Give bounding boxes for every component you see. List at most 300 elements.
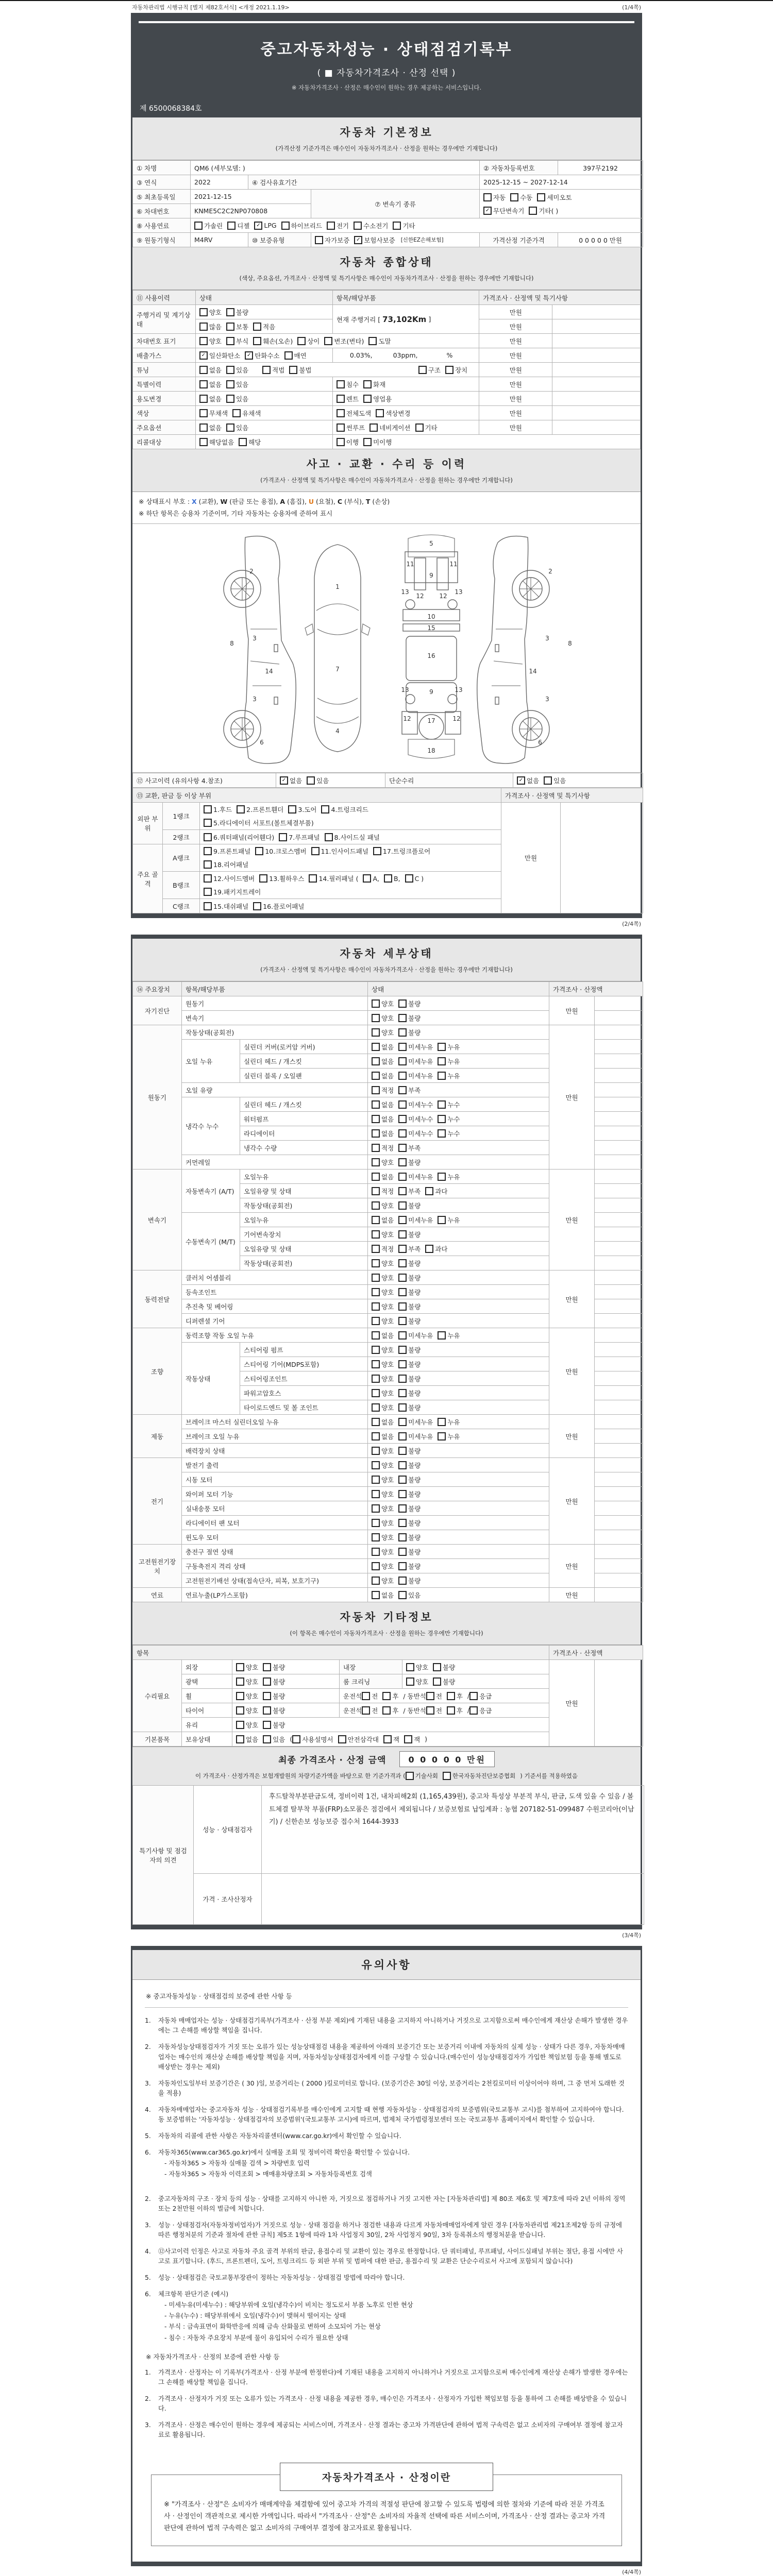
page-marker-3: (3/4쪽): [622, 1932, 641, 1939]
checkbox-item: [537, 193, 572, 202]
checkbox[interactable]: [510, 193, 518, 201]
checkbox-item: [236, 1677, 258, 1686]
label-cell: B랭크: [163, 872, 200, 899]
checkbox[interactable]: [406, 1772, 414, 1780]
checkbox-label: 불량: [408, 1504, 421, 1513]
checkbox[interactable]: [398, 1403, 407, 1412]
checkbox[interactable]: [398, 1259, 407, 1267]
checkbox[interactable]: [398, 1115, 407, 1123]
checkbox[interactable]: [372, 1230, 380, 1239]
checkbox[interactable]: [398, 1533, 407, 1541]
checkbox[interactable]: [199, 337, 208, 345]
checkbox[interactable]: [372, 1533, 380, 1541]
checkbox[interactable]: [398, 1028, 407, 1037]
checkbox[interactable]: [372, 1432, 380, 1440]
label-cell: ① 차명: [133, 161, 191, 175]
checkbox[interactable]: [373, 847, 381, 855]
checkbox[interactable]: [372, 1375, 380, 1383]
checkbox[interactable]: [398, 1317, 407, 1325]
checkbox[interactable]: [544, 776, 552, 785]
value-cell: [595, 1069, 643, 1083]
checkbox[interactable]: ✓: [280, 776, 288, 785]
checkbox-item: [438, 1215, 460, 1225]
checkbox-label: 양호: [381, 1360, 394, 1368]
checkbox[interactable]: [398, 1173, 407, 1181]
checkbox[interactable]: [236, 1663, 244, 1671]
checkbox-label: 양호: [381, 1346, 394, 1354]
checkbox[interactable]: [372, 1072, 380, 1080]
checkbox[interactable]: [372, 1389, 380, 1397]
checkbox[interactable]: [372, 1057, 380, 1065]
checkbox[interactable]: [398, 1519, 407, 1527]
checkbox[interactable]: [393, 222, 401, 230]
checkbox[interactable]: [398, 1201, 407, 1210]
checkbox[interactable]: [226, 337, 234, 345]
checkbox[interactable]: [372, 1418, 380, 1426]
checkbox[interactable]: [362, 1692, 370, 1700]
checkbox[interactable]: [398, 1144, 407, 1152]
checkbox[interactable]: [438, 1432, 446, 1440]
checkbox[interactable]: [236, 1721, 244, 1729]
checkbox[interactable]: [324, 337, 332, 345]
checkbox[interactable]: [236, 1692, 244, 1700]
checkbox[interactable]: [194, 222, 203, 230]
checkbox[interactable]: [263, 1721, 271, 1729]
checkbox[interactable]: [529, 207, 537, 215]
checkbox-item: [483, 206, 524, 215]
checkbox[interactable]: [253, 323, 261, 331]
checkbox[interactable]: [398, 1389, 407, 1397]
diagram-part-number: 14: [529, 668, 537, 675]
checkbox[interactable]: [327, 222, 335, 230]
checkbox[interactable]: [372, 1201, 380, 1210]
checkbox[interactable]: [415, 423, 424, 432]
checkbox[interactable]: [438, 1173, 446, 1181]
checkbox[interactable]: [398, 1562, 407, 1570]
checks-cell: [368, 1357, 549, 1371]
checkbox[interactable]: [204, 805, 212, 814]
checkbox[interactable]: [354, 222, 362, 230]
checkbox[interactable]: [253, 902, 261, 910]
checkbox[interactable]: [372, 1173, 380, 1181]
checkbox[interactable]: [372, 1014, 380, 1022]
checkbox[interactable]: [199, 308, 208, 316]
checkbox[interactable]: [384, 874, 392, 883]
checkbox[interactable]: [372, 1216, 380, 1224]
checkbox[interactable]: [263, 1663, 271, 1671]
checkbox[interactable]: [372, 1591, 380, 1599]
checkbox[interactable]: [376, 409, 384, 417]
checkbox[interactable]: [255, 847, 263, 855]
checkbox-item: [253, 322, 275, 331]
checkbox[interactable]: ✓: [199, 351, 208, 360]
checkbox[interactable]: [445, 366, 453, 374]
checkbox-label: 전: [372, 1706, 378, 1715]
value-cell: KNME5C2C2NP070808: [191, 204, 311, 218]
checkbox[interactable]: [372, 1086, 380, 1094]
checkbox[interactable]: [469, 1706, 478, 1715]
check-sequence: [372, 1086, 545, 1095]
checkbox[interactable]: [204, 833, 212, 841]
checkbox[interactable]: [398, 1418, 407, 1426]
checkbox[interactable]: [263, 1677, 271, 1686]
label-cell: ② 자동차등록번호: [480, 161, 558, 175]
checkbox[interactable]: [398, 1230, 407, 1239]
diagram-part-number: 3: [253, 696, 257, 703]
label-cell: 가격산정 기준가격: [480, 233, 558, 247]
checkbox[interactable]: ✓: [517, 776, 525, 785]
checkbox[interactable]: [337, 395, 345, 403]
checkbox[interactable]: [284, 351, 293, 360]
checkbox[interactable]: [372, 1144, 380, 1152]
notice-body: ⑫사고이력 인정은 사고로 자동차 주요 골격 부위의 판금, 용접수리 및 교환이 있는 경우로 한정합니다. 단 쿼터패널, 루프패널, 사이드실패널 부위는 절단, 용접 시에만 사고로 표기합니다. (후드, 프론트펜더, 도어, 트렁크리드 등 외판 부위 및 범퍼에 대한 판금, 용접수리 및 교환은 단순수리로서 사고에 포함되지 않습니다): [158, 2248, 623, 2265]
checkbox[interactable]: [232, 409, 241, 417]
checks-cell: [332, 348, 479, 363]
value-cell: [595, 1126, 643, 1141]
checks-cell: [232, 1718, 549, 1732]
checkbox[interactable]: [239, 438, 247, 446]
checkbox[interactable]: [398, 1274, 407, 1282]
checkbox[interactable]: [372, 1158, 380, 1166]
checks-cell: [340, 1703, 549, 1718]
value-cell: 2025-12-15 ~ 2027-12-14: [480, 175, 643, 190]
checkbox-item: [226, 322, 248, 331]
checkbox[interactable]: [362, 1706, 370, 1715]
checkbox[interactable]: [398, 1086, 407, 1094]
checkbox[interactable]: [199, 395, 208, 403]
checkbox[interactable]: [398, 1577, 407, 1585]
checkbox-label: 없음: [381, 1057, 394, 1065]
checkbox-item: [227, 221, 249, 230]
label-cell: 동력전달: [133, 1270, 182, 1328]
checkbox[interactable]: [398, 1129, 407, 1138]
checkbox[interactable]: ✓: [483, 207, 492, 215]
checkbox-item: [363, 394, 392, 403]
checkbox[interactable]: [372, 1519, 380, 1527]
checkbox[interactable]: [199, 323, 208, 331]
checkbox[interactable]: [372, 1577, 380, 1585]
notice-body: 자동차365(www.car365.go.kr)에서 실매물 조회 및 정비이력 확인을 확인할 수 있습니다. - 자동차365 > 자동차 실매물 검색 > 차량번호 입력 - 자동차365 > 자동차 이력조회 > 매매용차량조회 > 자동차등록번호 검색: [158, 2148, 628, 2179]
notice-body: 중고자동차의 구조 · 장치 등의 성능 · 상태를 고지하지 아니한 자, 거짓으로 점검하거나 거짓 고지한 자는 [자동차관리법] 제 80조 제6호 및 제7호에 따라 2년 이하의 징역 또는 2천만원 이하의 벌금에 처합니다.: [158, 2195, 626, 2213]
checkbox[interactable]: [398, 1302, 407, 1311]
checkbox[interactable]: [398, 1072, 407, 1080]
checkbox[interactable]: [338, 1735, 346, 1743]
checkbox-item: [398, 1187, 421, 1196]
checkbox[interactable]: [426, 1692, 434, 1700]
checkbox[interactable]: [438, 1100, 446, 1109]
checkbox[interactable]: [418, 366, 427, 374]
checkbox-label: 양호: [381, 1519, 394, 1527]
checkbox[interactable]: [372, 1259, 380, 1267]
checkbox[interactable]: [199, 423, 208, 432]
checkbox[interactable]: [406, 1677, 414, 1686]
checkbox[interactable]: [398, 1187, 407, 1195]
notice-text: [145, 2186, 628, 2194]
checkbox[interactable]: [398, 1360, 407, 1368]
checkbox[interactable]: [204, 860, 212, 869]
value-cell: 후드탈착부분판금도색, 정비이력 1건, 내차피해2회 (1,165,439원), 중고차 특성상 부분적 부식, 판금, 도색 있을 수 있음 / 볼트체결 탈부착 부품(FRP)소모품은 점검에서 제외됩니다 / 보증보험료 납입계좌 : 농협 207182-51-099487 수원코리아(이남기) / 신한손보 성능보증 접수처 1644-3933: [262, 1786, 644, 1874]
checkbox[interactable]: [263, 1692, 271, 1700]
notice-text: ※ 자동차가격조사 · 산정의 보증에 관한 사항 등: [146, 2352, 280, 2361]
checkbox[interactable]: [372, 1245, 380, 1253]
value-cell: [595, 1011, 643, 1025]
checkbox[interactable]: [398, 1245, 407, 1253]
checkbox[interactable]: [438, 1057, 446, 1065]
checkbox[interactable]: [426, 1706, 434, 1715]
checkbox[interactable]: [372, 1548, 380, 1556]
checkbox[interactable]: [307, 776, 315, 785]
checkbox[interactable]: [382, 1706, 391, 1715]
checkbox-label: 없음: [381, 1100, 394, 1109]
checkbox-label: 양호: [381, 1577, 394, 1585]
text-run: / 동반석: [403, 1706, 426, 1715]
label-cell: 2랭크: [163, 830, 200, 844]
checkbox[interactable]: [372, 1504, 380, 1513]
checkbox[interactable]: [483, 193, 492, 201]
checkbox[interactable]: [369, 423, 378, 432]
checkbox-label: 불량: [273, 1721, 285, 1729]
checkbox[interactable]: [363, 438, 372, 446]
checkbox[interactable]: [204, 847, 212, 855]
checkbox[interactable]: [372, 1331, 380, 1340]
checkbox[interactable]: [433, 1663, 441, 1671]
checkbox[interactable]: [438, 1418, 446, 1426]
notice-body: 자동차인도일부터 보증기간은 ( 30 )일, 보증거리는 ( 2000 )킬로미터로 합니다. (보증기간은 30일 이상, 보증거리는 2천킬로미터 이상이어야 하며, 그 중 먼저 도래한 것을 적용): [158, 2079, 625, 2097]
checkbox[interactable]: [289, 366, 297, 374]
checkbox[interactable]: [337, 409, 345, 417]
value-cell: [595, 1141, 643, 1155]
checkbox[interactable]: [372, 1346, 380, 1354]
checkbox[interactable]: ✓: [354, 236, 362, 244]
checkbox[interactable]: [372, 1288, 380, 1296]
checkbox[interactable]: [236, 1735, 244, 1743]
checkbox[interactable]: [204, 819, 212, 827]
checkbox[interactable]: [398, 1548, 407, 1556]
checkbox[interactable]: [226, 380, 234, 388]
checkbox[interactable]: [204, 902, 212, 910]
checkbox[interactable]: [279, 833, 287, 841]
pricing-info-box: [151, 2472, 622, 2546]
checkbox[interactable]: [199, 409, 208, 417]
checkbox[interactable]: [363, 380, 372, 388]
checkbox[interactable]: [433, 1677, 441, 1686]
checkbox-label: 전: [435, 1692, 442, 1700]
checkbox[interactable]: [372, 1274, 380, 1282]
checkbox[interactable]: [398, 1504, 407, 1513]
checkbox-label: 있음: [236, 380, 249, 388]
checkbox-item: [398, 1345, 421, 1354]
checkbox-item: [327, 221, 349, 230]
checkbox-label: 미이행: [373, 438, 392, 446]
value-cell: [595, 1444, 643, 1458]
checkbox[interactable]: [337, 438, 345, 446]
checkbox[interactable]: [398, 1057, 407, 1065]
checkbox[interactable]: [297, 337, 306, 345]
checkbox[interactable]: [372, 1100, 380, 1109]
checkbox[interactable]: [398, 1461, 407, 1469]
checkbox-item: [372, 1388, 394, 1398]
checkbox-label: 무채색: [209, 409, 228, 417]
checkbox[interactable]: [537, 193, 545, 201]
checkbox[interactable]: [425, 1245, 433, 1253]
checkbox[interactable]: [406, 1663, 414, 1671]
checkbox[interactable]: [199, 366, 208, 374]
checkbox[interactable]: [315, 236, 323, 244]
checkbox[interactable]: [309, 874, 317, 883]
value-cell: 가격조사 · 산정액 및 특기사항: [479, 291, 641, 305]
page-marker-2: (2/4쪽): [622, 921, 641, 927]
check-sequence: [204, 902, 497, 911]
value-cell: [595, 1170, 643, 1184]
checkbox[interactable]: [443, 1772, 451, 1780]
checkbox[interactable]: [447, 1706, 455, 1715]
checkbox[interactable]: [337, 380, 345, 388]
checkbox[interactable]: [398, 999, 407, 1008]
check-sequence: [337, 380, 475, 389]
checkbox[interactable]: [227, 222, 236, 230]
checkbox[interactable]: [438, 1129, 446, 1138]
checkbox[interactable]: [447, 1692, 455, 1700]
checkbox[interactable]: [237, 805, 245, 814]
checkbox[interactable]: [253, 337, 261, 345]
checkbox-label: 안전삼각대: [347, 1735, 379, 1743]
checkbox[interactable]: [236, 1677, 244, 1686]
checkbox[interactable]: [372, 1562, 380, 1570]
checkbox[interactable]: [236, 1706, 244, 1715]
checkbox[interactable]: [398, 1490, 407, 1498]
value-cell: 가격조사 · 산정액: [549, 1646, 643, 1660]
checkbox[interactable]: [288, 805, 296, 814]
checkbox[interactable]: [226, 423, 234, 432]
checkbox[interactable]: [337, 423, 345, 432]
value-cell: [595, 1256, 643, 1270]
checkbox[interactable]: [438, 1216, 446, 1224]
checkbox[interactable]: [438, 1043, 446, 1051]
checkbox[interactable]: [263, 1706, 271, 1715]
checkbox[interactable]: [372, 1317, 380, 1325]
checkbox[interactable]: [226, 395, 234, 403]
checkbox[interactable]: [398, 1331, 407, 1340]
state-code-letter: T: [365, 498, 371, 505]
checkbox[interactable]: [398, 1100, 407, 1109]
checkbox[interactable]: [321, 805, 329, 814]
checkbox[interactable]: [226, 323, 234, 331]
checkbox-item: [288, 805, 316, 814]
price-cell: 만원: [479, 334, 552, 348]
checkbox[interactable]: [398, 1432, 407, 1440]
checkbox[interactable]: [372, 1476, 380, 1484]
checkbox[interactable]: [398, 1158, 407, 1166]
text-run: 운전석: [343, 1692, 362, 1700]
checkbox[interactable]: [372, 1187, 380, 1195]
checkbox[interactable]: [398, 1447, 407, 1455]
checkbox[interactable]: [372, 1447, 380, 1455]
checkbox[interactable]: [372, 1129, 380, 1138]
section-title: 유의사항: [361, 1959, 412, 1971]
checkbox-label: 수동: [520, 193, 533, 201]
checkbox[interactable]: [398, 1375, 407, 1383]
checkbox[interactable]: [292, 1735, 300, 1743]
checkbox[interactable]: [372, 1490, 380, 1498]
checkbox[interactable]: [372, 1403, 380, 1412]
checkbox-label: 수소전기: [363, 222, 389, 230]
check-sequence: [372, 1489, 545, 1499]
checkbox[interactable]: [372, 1461, 380, 1469]
checkbox[interactable]: [398, 1043, 407, 1051]
checkbox[interactable]: [383, 1735, 392, 1743]
checkbox[interactable]: [363, 395, 372, 403]
checkbox[interactable]: [226, 308, 234, 316]
checkbox[interactable]: [382, 1692, 391, 1700]
checkbox[interactable]: [368, 337, 377, 345]
checkbox[interactable]: [311, 847, 320, 855]
checkbox[interactable]: [398, 1591, 407, 1599]
label-cell: 고전원전기장치: [133, 1545, 182, 1588]
checkbox-label: 있음: [236, 366, 249, 374]
checkbox[interactable]: [226, 366, 234, 374]
checkbox-item: [226, 308, 248, 317]
checkbox[interactable]: ✓: [245, 351, 253, 360]
checkbox[interactable]: [405, 874, 413, 883]
checkbox-label: 매연: [294, 351, 307, 360]
checkbox[interactable]: [199, 438, 208, 446]
checkbox[interactable]: ✓: [254, 222, 262, 230]
checkbox[interactable]: [398, 1014, 407, 1022]
checkbox[interactable]: [398, 1288, 407, 1296]
checkbox[interactable]: [199, 380, 208, 388]
checkbox-item: [363, 380, 385, 389]
checkbox[interactable]: [372, 1028, 380, 1037]
checkbox-item: [372, 1316, 394, 1326]
checkbox[interactable]: [438, 1115, 446, 1123]
value-cell: 시동 모터: [182, 1472, 368, 1487]
checkbox[interactable]: [263, 1735, 271, 1743]
checkbox-label: 전체도색: [346, 409, 372, 417]
value-cell: [262, 1874, 644, 1925]
value-cell: 스티어링 기어(MDPS포함): [240, 1357, 368, 1371]
checkbox[interactable]: [259, 874, 267, 883]
checks-cell: [332, 305, 479, 334]
checkbox[interactable]: [262, 366, 271, 374]
checkbox[interactable]: [372, 1115, 380, 1123]
checkbox[interactable]: [438, 1072, 446, 1080]
checkbox[interactable]: [363, 874, 371, 883]
checkbox[interactable]: [372, 1360, 380, 1368]
price-cell: 만원: [501, 803, 561, 913]
checkbox[interactable]: [438, 1331, 446, 1340]
checkbox[interactable]: [281, 222, 290, 230]
checkbox-label: A,: [373, 874, 380, 883]
checkbox[interactable]: [425, 1187, 433, 1195]
checkbox-label: 없음: [381, 1216, 394, 1224]
notice-sub: - 침수 : 자동차 주요장치 부분에 물이 유입되어 수리가 필요한 상태: [164, 2334, 348, 2342]
checkbox[interactable]: [204, 888, 212, 896]
checkbox[interactable]: [204, 874, 212, 883]
checkbox[interactable]: [372, 999, 380, 1008]
checkbox-item: [281, 221, 322, 230]
checkbox[interactable]: [398, 1216, 407, 1224]
checkbox[interactable]: [325, 833, 333, 841]
checkbox[interactable]: [469, 1692, 478, 1700]
checkbox[interactable]: [398, 1476, 407, 1484]
checkbox-label: 일산화탄소: [209, 351, 241, 360]
checkbox[interactable]: [398, 1346, 407, 1354]
checkbox-item: [372, 1114, 394, 1124]
checkbox[interactable]: [404, 1735, 412, 1743]
checkbox[interactable]: [372, 1302, 380, 1311]
label-cell: 연료: [133, 1588, 182, 1602]
checkbox[interactable]: [372, 1043, 380, 1051]
